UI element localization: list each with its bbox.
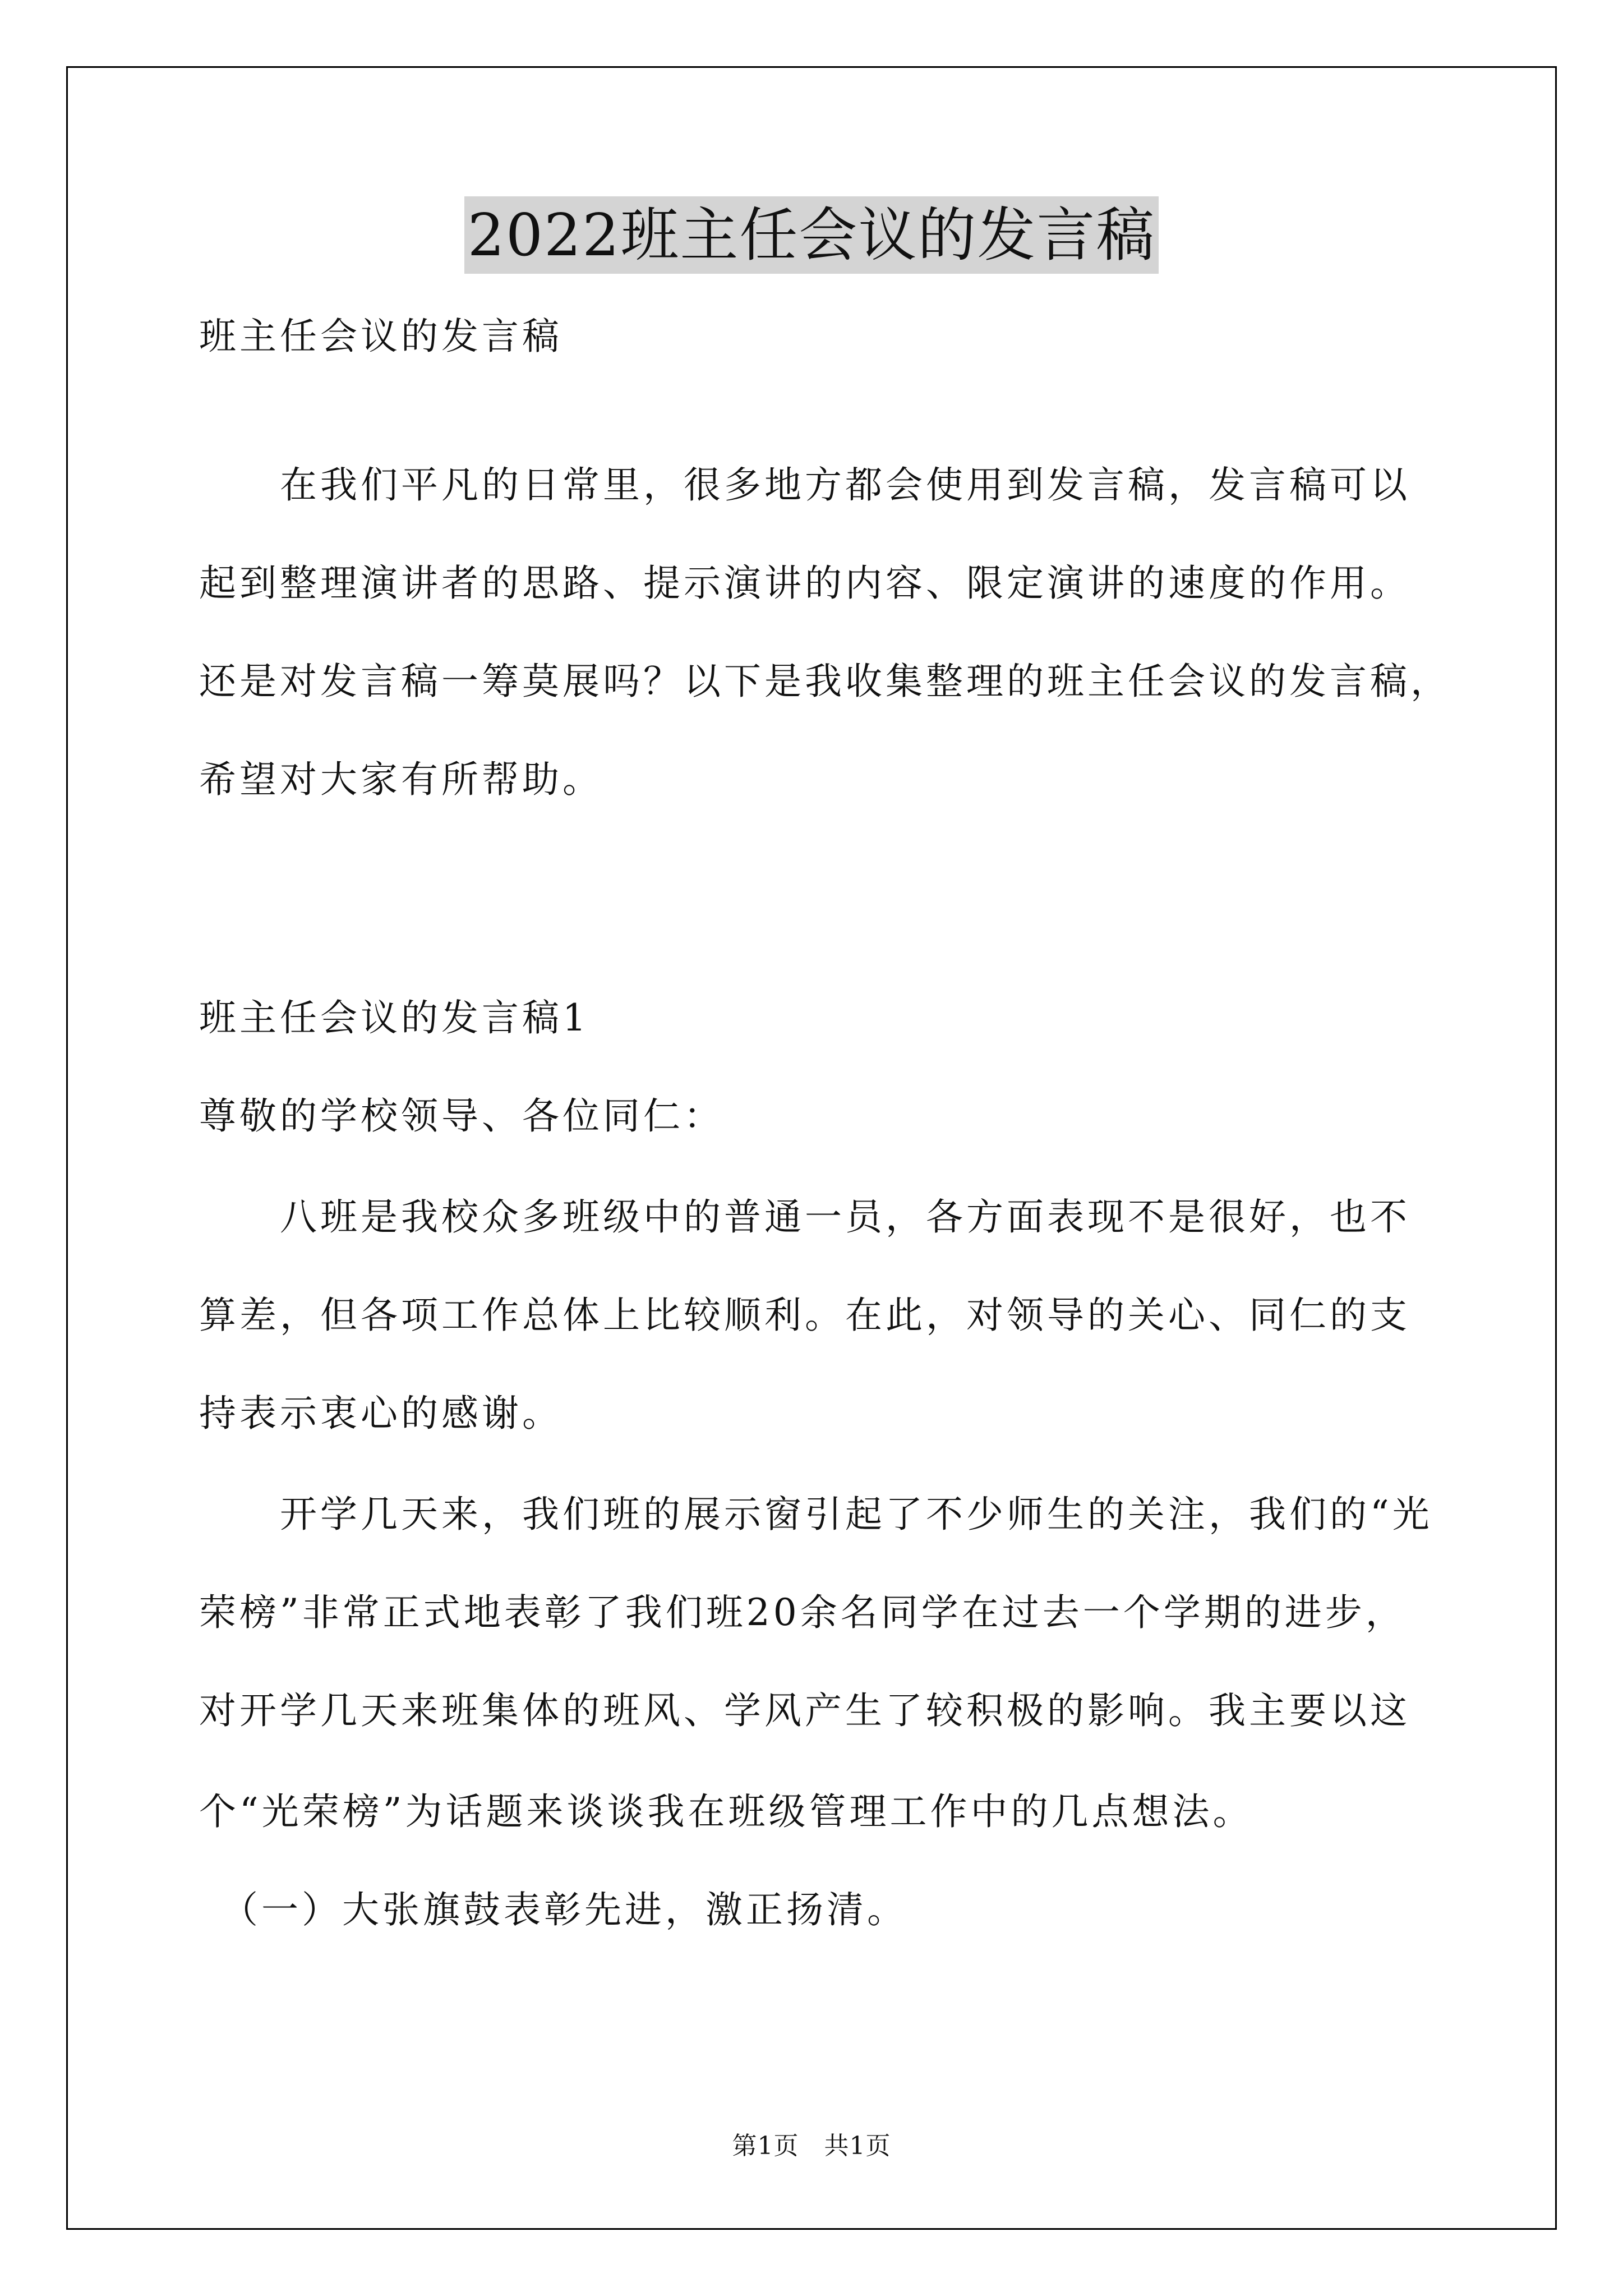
- text-line-subtitle: 班主任会议的发言稿: [199, 315, 562, 358]
- text-line: 荣榜”非常正式地表彰了我们班20余名同学在过去一个学期的进步，: [199, 1591, 1406, 1634]
- text-line: 对开学几天来班集体的班风、学风产生了较积极的影响。我主要以这: [199, 1689, 1410, 1732]
- text-line: 持表示衷心的感谢。: [199, 1392, 562, 1435]
- title-container: [0, 196, 1623, 274]
- text-line: 起到整理演讲者的思路、提示演讲的内容、限定演讲的速度的作用。: [199, 562, 1410, 605]
- text-line: 开学几天来，我们班的展示窗引起了不少师生的关注，我们的“光: [199, 1493, 1433, 1536]
- text-line: 个“光荣榜”为话题来谈谈我在班级管理工作中的几点想法。: [199, 1790, 1253, 1833]
- page-footer: 第1页 共1页: [732, 2132, 891, 2160]
- text-line-section-heading: 班主任会议的发言稿1: [199, 996, 589, 1039]
- text-line: 在我们平凡的日常里，很多地方都会使用到发言稿，发言稿可以: [199, 463, 1410, 507]
- text-line-salutation: 尊敬的学校领导、各位同仁：: [199, 1094, 724, 1138]
- document-title: 2022班主任会议的发言稿: [464, 196, 1159, 274]
- text-line: 八班是我校众多班级中的普通一员，各方面表现不是很好，也不: [199, 1195, 1410, 1239]
- text-line: 还是对发言稿一筹莫展吗？以下是我收集整理的班主任会议的发言稿，: [199, 660, 1451, 703]
- text-line-subheading: （一）大张旗鼓表彰先进，激正扬清。: [199, 1888, 907, 1931]
- text-line: 算差，但各项工作总体上比较顺利。在此，对领导的关心、同仁的支: [199, 1294, 1410, 1337]
- text-line: 希望对大家有所帮助。: [199, 758, 603, 801]
